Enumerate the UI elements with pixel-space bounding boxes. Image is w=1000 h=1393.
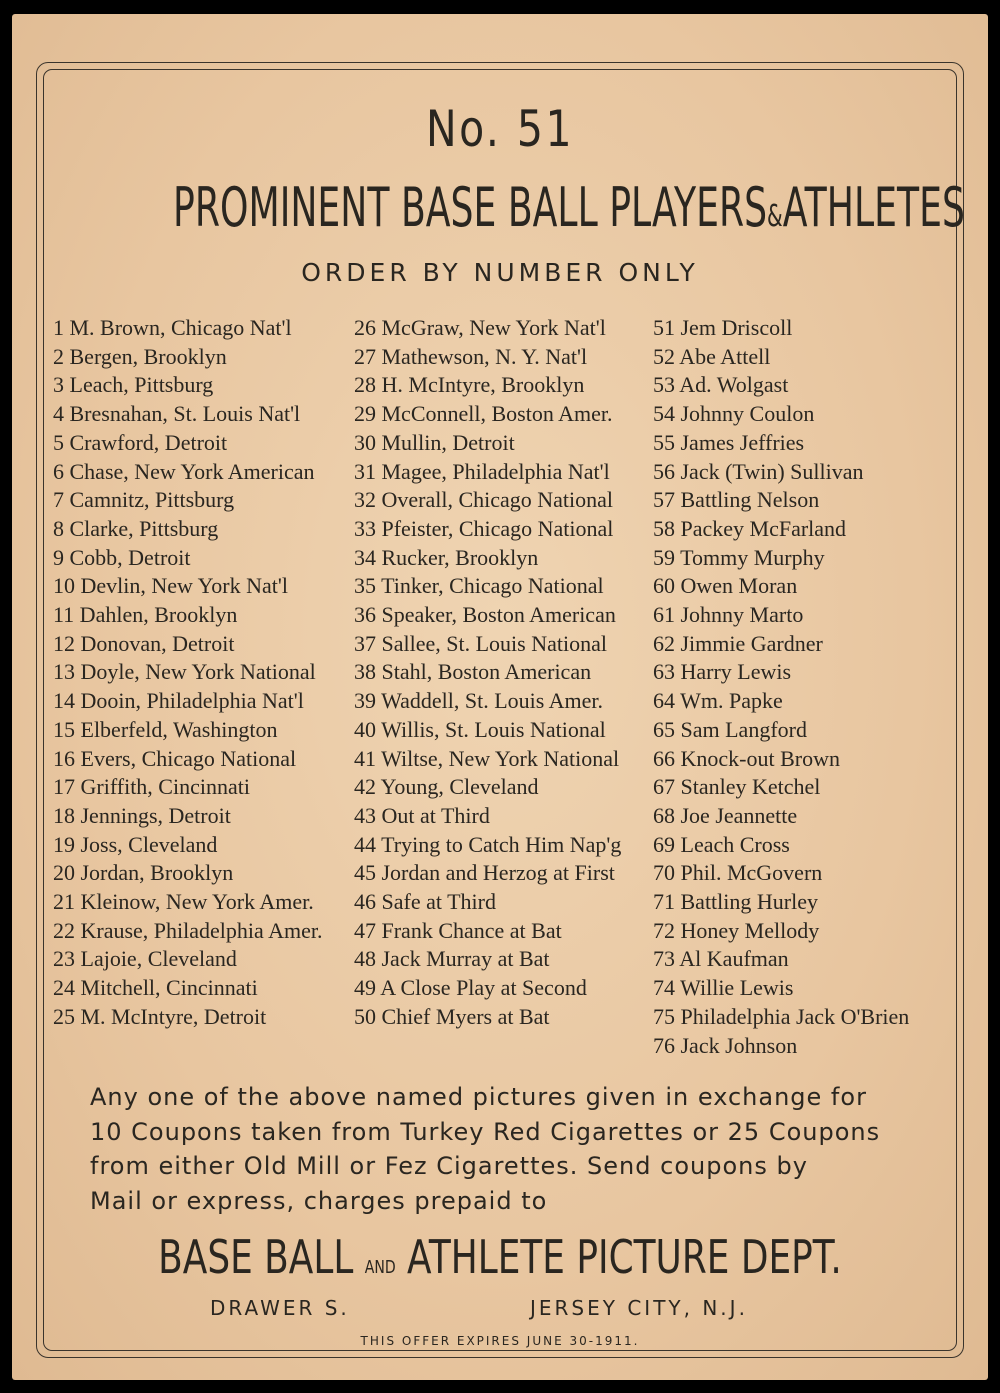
checklist-item: 51 Jem Driscoll (653, 315, 793, 340)
offer-text (90, 1080, 930, 1218)
checklist-item: 25 M. McIntyre, Detroit (53, 1003, 267, 1029)
card-back (12, 14, 988, 1380)
order-note: ORDER BY NUMBER ONLY (301, 258, 699, 287)
checklist-item: 47 Frank Chance at Bat (354, 917, 562, 943)
checklist-item: 15 Elberfeld, Washington (53, 716, 278, 742)
checklist-item: 73 Al Kaufman (653, 946, 789, 972)
title-ampersand: & (767, 199, 783, 234)
city-address: JERSEY CITY, N.J. (530, 1296, 748, 1320)
checklist-item: 41 Wiltse, New York National (354, 745, 620, 771)
checklist-item: 27 Mathewson, N. Y. Nat'l (354, 343, 588, 369)
checklist-item: 20 Jordan, Brooklyn (53, 860, 234, 886)
checklist-item: 71 Battling Hurley (653, 889, 818, 914)
checklist-item: 56 Jack (Twin) Sullivan (653, 458, 864, 484)
checklist-item: 69 Leach Cross (653, 831, 790, 857)
checklist-item: 35 Tinker, Chicago National (354, 573, 604, 599)
title-main: PROMINENT BASE BALL PLAYERS (173, 176, 768, 239)
checklist-item: 29 McConnell, Boston Amer. (354, 401, 613, 427)
checklist-item: 1 M. Brown, Chicago Nat'l (53, 315, 292, 340)
checklist-item: 54 Johnny Coulon (653, 401, 815, 427)
checklist-item: 18 Jennings, Detroit (53, 802, 231, 828)
checklist-item: 63 Harry Lewis (653, 659, 792, 685)
checklist-item: 40 Willis, St. Louis National (354, 716, 606, 742)
checklist-item: 52 Abe Attell (653, 343, 771, 369)
checklist-item: 45 Jordan and Herzog at First (354, 860, 615, 886)
checklist-item: 31 Magee, Philadelphia Nat'l (354, 458, 610, 484)
checklist-item: 5 Crawford, Detroit (53, 429, 228, 455)
checklist-item: 62 Jimmie Gardner (653, 630, 823, 656)
checklist-item: 58 Packey McFarland (653, 515, 847, 541)
dept-part-2: ATHLETE PICTURE DEPT. (407, 1230, 842, 1284)
offer-line: 10 Coupons taken from Turkey Red Cigarettes or 25 Coupons (90, 1117, 881, 1146)
checklist-item: 60 Owen Moran (653, 573, 798, 599)
checklist-item: 34 Rucker, Brooklyn (354, 544, 539, 570)
checklist-item: 24 Mitchell, Cincinnati (53, 975, 258, 1001)
checklist-item: 26 McGraw, New York Nat'l (354, 315, 606, 340)
checklist-item: 76 Jack Johnson (653, 1032, 798, 1058)
checklist-item: 32 Overall, Chicago National (354, 487, 614, 513)
checklist-item: 74 Willie Lewis (653, 975, 794, 1001)
checklist-item: 28 H. McIntyre, Brooklyn (354, 372, 585, 398)
checklist-item: 64 Wm. Papke (653, 688, 783, 714)
checklist-item: 21 Kleinow, New York Amer. (53, 889, 314, 914)
checklist-item: 59 Tommy Murphy (653, 544, 825, 570)
checklist-item: 4 Bresnahan, St. Louis Nat'l (53, 401, 301, 427)
checklist-item: 2 Bergen, Brooklyn (53, 343, 227, 369)
checklist-item: 16 Evers, Chicago National (53, 745, 297, 771)
checklist-item: 61 Johnny Marto (653, 602, 804, 627)
offer-line: Mail or express, charges prepaid to (90, 1186, 548, 1215)
checklist-item: 10 Devlin, New York Nat'l (53, 573, 288, 599)
dept-and: AND (364, 1257, 396, 1278)
department-name (119, 1230, 880, 1284)
checklist-item: 44 Trying to Catch Him Nap'g (354, 831, 622, 857)
checklist-item: 70 Phil. McGovern (653, 860, 823, 886)
checklist-item: 30 Mullin, Detroit (354, 429, 515, 455)
checklist-item: 23 Lajoie, Cleveland (53, 946, 237, 972)
checklist-item: 12 Donovan, Detroit (53, 630, 235, 656)
checklist-item: 66 Knock-out Brown (653, 745, 840, 771)
checklist-item: 57 Battling Nelson (653, 487, 820, 513)
checklist-item: 75 Philadelphia Jack O'Brien (653, 1003, 910, 1029)
checklist-item: 9 Cobb, Detroit (53, 544, 191, 570)
checklist-item: 33 Pfeister, Chicago National (354, 515, 614, 541)
checklist-item: 17 Griffith, Cincinnati (53, 774, 250, 800)
title-end: ATHLETES (782, 176, 965, 239)
checklist-item: 46 Safe at Third (354, 889, 496, 914)
checklist-item: 38 Stahl, Boston American (354, 659, 592, 685)
checklist-item: 19 Joss, Cleveland (53, 831, 218, 857)
expiry-notice: THIS OFFER EXPIRES JUNE 30-1911. (360, 1334, 640, 1348)
offer-line: Any one of the above named pictures given in exchange for (90, 1083, 867, 1111)
drawer-address: DRAWER S. (210, 1296, 350, 1320)
card-number: No. 51 (425, 100, 575, 158)
checklist-item: 7 Camnitz, Pittsburg (53, 487, 235, 513)
card-title (173, 176, 965, 239)
checklist-item: 22 Krause, Philadelphia Amer. (53, 917, 323, 943)
dept-part-1: BASE BALL (158, 1230, 354, 1284)
checklist-item: 36 Speaker, Boston American (354, 602, 616, 627)
checklist-item: 50 Chief Myers at Bat (354, 1003, 550, 1029)
checklist-item: 67 Stanley Ketchel (653, 774, 821, 800)
checklist-item: 68 Joe Jeannette (653, 802, 798, 828)
checklist-item: 48 Jack Murray at Bat (354, 946, 550, 972)
checklist-item: 42 Young, Cleveland (354, 774, 539, 800)
checklist-item: 65 Sam Langford (653, 716, 807, 742)
checklist-item: 11 Dahlen, Brooklyn (53, 602, 238, 627)
checklist-item: 43 Out at Third (354, 802, 490, 828)
checklist-item: 6 Chase, New York American (53, 458, 315, 484)
checklist-item: 3 Leach, Pittsburg (53, 372, 214, 398)
checklist-item: 53 Ad. Wolgast (653, 372, 789, 398)
checklist-item: 49 A Close Play at Second (354, 975, 587, 1001)
checklist-item: 55 James Jeffries (653, 429, 805, 455)
checklist-item: 37 Sallee, St. Louis National (354, 630, 607, 656)
checklist-item: 72 Honey Mellody (653, 917, 820, 943)
checklist-item: 39 Waddell, St. Louis Amer. (354, 688, 603, 714)
checklist-item: 8 Clarke, Pittsburg (53, 515, 219, 541)
checklist-item: 14 Dooin, Philadelphia Nat'l (53, 688, 304, 714)
checklist-item: 13 Doyle, New York National (53, 659, 316, 685)
offer-line: from either Old Mill or Fez Cigarettes. Send coupons by (90, 1152, 808, 1180)
